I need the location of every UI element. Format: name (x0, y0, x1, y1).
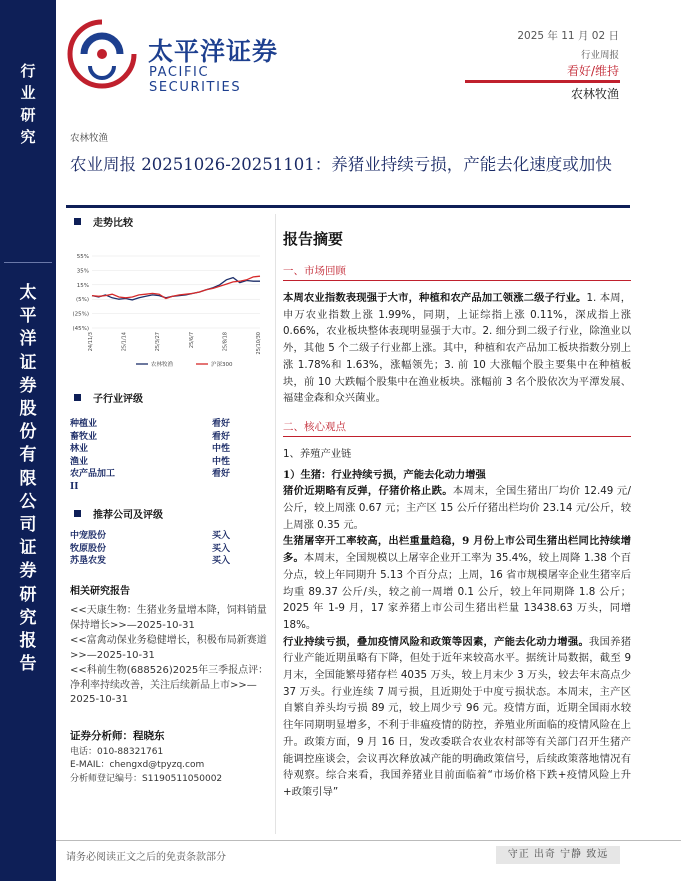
logo-english-name: PACIFIC SECURITIES (149, 65, 242, 95)
section-rule (283, 280, 631, 281)
x-tick-label: 25/6/7 (188, 332, 195, 349)
industry-tag: 农林牧渔 (70, 133, 109, 144)
x-tick-label: 25/10/30 (256, 332, 262, 355)
slaughter-text: 生猪屠宰开工率较高，出栏重量趋稳，9 月份上市公司生猪出栏同比持续增多。本周末，全国规模以上屠宰企业开工率为 35.4%，较上周降 1.38 个百分点，较上年同期升 5.13 个百分点；上周，16 省市规模屠宰企业生猪宰后均重 89.37 公斤/头，较之前一周增 0.1 公斤，较上年同期降 1.8 公斤；2025 年 1-9 月，17 家养猪上市公司生猪出栏量 13438.63 万头，同增 18%。 (283, 535, 631, 631)
related-link[interactable]: <<科前生物(688526)2025年三季报点评：净利率持续改善，关注后续新品上市>>—2025-10-31 (70, 665, 269, 705)
recommend-heading: 推荐公司及评级 (66, 506, 163, 521)
report-date: 2025 年 11 月 02 日 (517, 30, 619, 42)
bullet-square-icon (74, 218, 81, 225)
sub-rating-table (70, 418, 266, 493)
sidebar-company-label: 太 平 洋 证 券 股 份 有 限 公 司 证 券 研 究 报 告 (19, 283, 37, 675)
company-motto: 守正 出奇 宁静 致远 (496, 846, 620, 864)
related-link[interactable]: <<天康生物：生猪业务量增本降，饲料销量保持增长>>—2025-10-31 (70, 605, 267, 631)
table-row: 农产品加工 看好 (70, 469, 231, 479)
column-divider (275, 214, 276, 834)
table-row: 牧原股份 买入 (70, 543, 231, 554)
y-tick-label: 55% (76, 254, 89, 260)
market-review-heading: 一、市场回顾 (283, 265, 346, 277)
logo-chinese-name: 太平洋证券 (148, 37, 279, 66)
title-rule (66, 205, 630, 208)
summary-column (283, 228, 631, 801)
disclaimer-note: 请务必阅读正文之后的免责条款部分 (66, 852, 226, 863)
report-type: 行业周报 (580, 50, 619, 61)
report-title: 农业周报 20251026-20251101：养猪业持续亏损，产能去化速度或加快 (70, 155, 612, 174)
core-view-heading: 二、核心观点 (283, 420, 346, 433)
recommend-table (70, 530, 266, 568)
table-row: 渔业 中性 (70, 456, 231, 467)
pacific-logo-icon (66, 18, 138, 90)
bullet-square-icon (74, 510, 81, 517)
company-logo (66, 18, 296, 95)
y-tick-label: (45%) (72, 326, 89, 332)
header-red-rule (465, 80, 620, 83)
related-link[interactable]: <<富禽动保业务稳健增长，积极布局新赛道>>—2025-10-31 (70, 635, 267, 661)
sub-rating-heading: 子行业评级 (66, 390, 143, 405)
y-tick-label: (25%) (72, 311, 89, 318)
x-tick-label: 25/3/27 (155, 332, 162, 352)
table-row: 畜牧业 看好 (70, 431, 231, 442)
y-tick-label: (5%) (75, 297, 89, 304)
hog-price-text: 猪价近期略有反弹，仔猪价格止跌。本周末，全国生猪出厂均价 12.49 元/公斤，较上周涨 0.67 元；主产区 15 公斤仔猪出栏均价 23.14 元/公斤，较上周涨 0.35 元。 (283, 485, 631, 531)
footer-rule (56, 840, 681, 841)
legend-label: 农林牧渔 (151, 362, 174, 368)
left-column (66, 214, 270, 784)
hog-subtitle: 1）生猪：行业持续亏损，产能去化动力增强 (283, 468, 486, 481)
analyst-phone: 电话：010-88321761 (70, 746, 164, 757)
industry-rating: 看好/维持 (566, 64, 619, 78)
market-review-text: 本周农业指数表现强于大市，种植和农产品加工领涨二级子行业。1. 本周，申万农业指数上涨 1.99%，同期，上证综指上涨 0.11%，深成指上涨 0.66%，农业板块整体表现明显强于大市。2. 细分到二级子行业，除渔业以外，其他 5 个二级子行业都上涨。其中，种植和农产品加工板块指数分别上涨 1.78%和 1.63%，涨幅领先；3. 前 10 大涨幅个股主要集中在种植板块，前 10 大跌幅个股集中在渔业板块。涨幅前 3 名个股依次为平潭发展、福建金森和众兴菌业。 (283, 292, 631, 405)
bullet-square-icon (74, 394, 81, 401)
analyst-email[interactable]: E-MAIL：chengxd@tpyzq.com (70, 760, 205, 770)
y-tick-label: 15% (76, 282, 89, 289)
related-heading: 相关研究报告 (70, 586, 130, 597)
x-tick-label: 24/11/3 (88, 332, 94, 352)
analyst-license: 分析师登记编号：S1190511050002 (70, 773, 223, 784)
x-tick-label: 25/8/18 (222, 332, 229, 352)
chain-label: 1、养殖产业链 (283, 447, 352, 460)
section-rule (283, 436, 631, 437)
table-row: 林业 中性 (70, 444, 231, 454)
trend-chart (66, 250, 270, 370)
analyst-name: 证券分析师：程晓东 (70, 730, 165, 742)
summary-heading: 报告摘要 (283, 230, 344, 248)
trend-heading: 走势比较 (66, 214, 270, 229)
x-tick-label: 25/1/14 (121, 332, 128, 352)
y-tick-label: 35% (76, 268, 89, 275)
table-row: II (70, 481, 79, 492)
table-row: 中宠股份 买入 (70, 531, 231, 541)
related-list (70, 604, 270, 709)
sidebar-divider (4, 262, 52, 263)
sidebar-category-label: 行 业 研 究 (20, 62, 36, 146)
legend-label: 沪深300 (211, 362, 233, 368)
table-row: 种植业 看好 (70, 419, 231, 429)
table-row: 苏垦农发 买入 (70, 556, 231, 566)
report-meta (517, 28, 619, 61)
industry-name: 农林牧渔 (570, 87, 619, 101)
analyst-info (70, 730, 270, 786)
capacity-text: 行业持续亏损，叠加疫情风险和政策等因素，产能去化动力增强。我国养猪行业产能近期虽略有下降，但处于近年来较高水平。据统计局数据，截至 9 月末，全国能繁母猪存栏 4035 万头，较上月末少 3 万头，较去年末高点少 37 万头。行业连续 7 周亏损，且近期处于中度亏损状态。本周末，主产区自繁自养头均亏损 89 元，较上周少亏 96 元。疫情方面，近期全国雨水较往年同期明显增多，不利于非瘟疫情的防控，养殖业所面临的疫情风险在上升。政策方面，9 月 16 日，发改委联合农业农村部等有关部门召开生猪产能调控座谈会，会议再次释放减产能的明确政策信号，后续政策落地情况有待观察。综合来看，我国养猪业目前面临着“市场价格下跌+疫情风险上升+政策引导” (283, 635, 632, 798)
left-sidebar (0, 0, 56, 881)
